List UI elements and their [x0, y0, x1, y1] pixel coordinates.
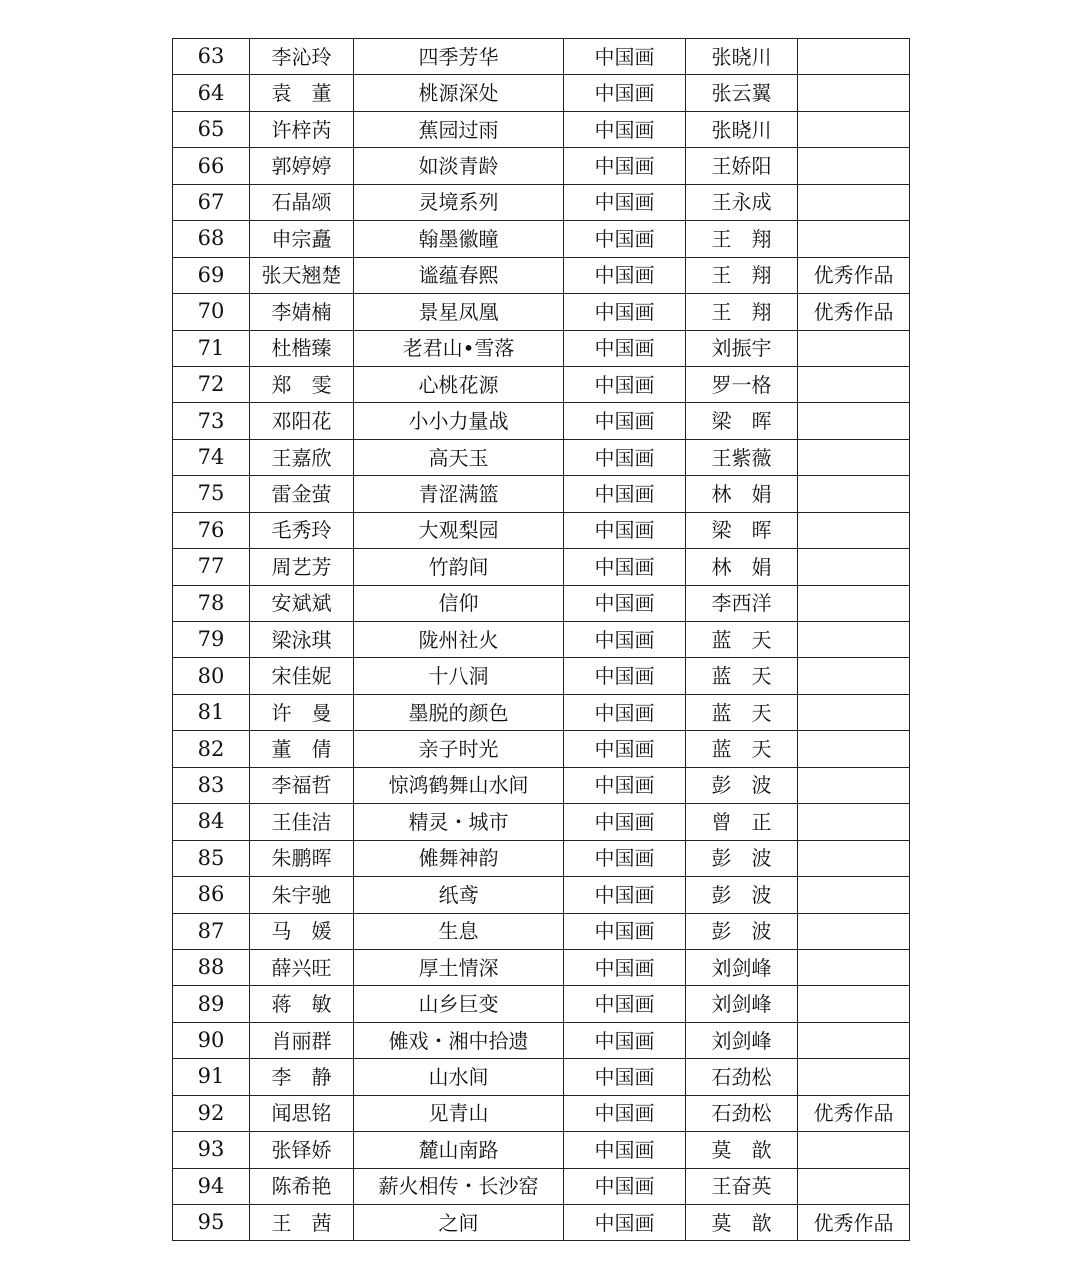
- award-cell: [798, 658, 910, 694]
- advisor-name-cell: 蓝 天: [686, 694, 798, 730]
- artwork-title-cell: 青涩满篮: [354, 476, 564, 512]
- category-cell: 中国画: [564, 148, 686, 184]
- advisor-name-cell: 张晓川: [686, 111, 798, 147]
- category-cell: 中国画: [564, 986, 686, 1022]
- advisor-name-cell: 蓝 天: [686, 658, 798, 694]
- table-row: [173, 877, 910, 913]
- category-cell: 中国画: [564, 549, 686, 585]
- artwork-title-cell: 见青山: [354, 1095, 564, 1131]
- artist-name-cell: 陈希艳: [250, 1168, 354, 1204]
- artwork-title-cell: 十八洞: [354, 658, 564, 694]
- table-row: [173, 1022, 910, 1058]
- category-cell: 中国画: [564, 1205, 686, 1241]
- table-row: [173, 1132, 910, 1168]
- artist-name-cell: 薛兴旺: [250, 949, 354, 985]
- artwork-title-cell: 生息: [354, 913, 564, 949]
- artist-name-cell: 许 曼: [250, 694, 354, 730]
- row-number-cell: 71: [173, 330, 250, 366]
- table-row: [173, 622, 910, 658]
- table-row: [173, 184, 910, 220]
- award-cell: 优秀作品: [798, 1205, 910, 1241]
- advisor-name-cell: 林 娟: [686, 476, 798, 512]
- artwork-title-cell: 精灵・城市: [354, 804, 564, 840]
- row-number-cell: 82: [173, 731, 250, 767]
- artwork-title-cell: 之间: [354, 1205, 564, 1241]
- award-cell: [798, 221, 910, 257]
- artwork-title-cell: 心桃花源: [354, 366, 564, 402]
- award-cell: [798, 366, 910, 402]
- table-row: [173, 439, 910, 475]
- advisor-name-cell: 蓝 天: [686, 731, 798, 767]
- artwork-title-cell: 竹韵间: [354, 549, 564, 585]
- artwork-title-cell: 麓山南路: [354, 1132, 564, 1168]
- artist-name-cell: 李福哲: [250, 767, 354, 803]
- artwork-title-cell: 如淡青龄: [354, 148, 564, 184]
- row-number-cell: 75: [173, 476, 250, 512]
- artist-name-cell: 朱鹏晖: [250, 840, 354, 876]
- artist-name-cell: 蒋 敏: [250, 986, 354, 1022]
- artist-name-cell: 张铎娇: [250, 1132, 354, 1168]
- award-cell: [798, 512, 910, 548]
- category-cell: 中国画: [564, 1168, 686, 1204]
- advisor-name-cell: 张晓川: [686, 39, 798, 75]
- category-cell: 中国画: [564, 949, 686, 985]
- row-number-cell: 89: [173, 986, 250, 1022]
- row-number-cell: 77: [173, 549, 250, 585]
- artwork-title-cell: 大观梨园: [354, 512, 564, 548]
- artwork-title-cell: 翰墨徽瞳: [354, 221, 564, 257]
- award-cell: [798, 184, 910, 220]
- category-cell: 中国画: [564, 184, 686, 220]
- table-row: [173, 512, 910, 548]
- artwork-title-cell: 纸鸢: [354, 877, 564, 913]
- artist-name-cell: 许梓芮: [250, 111, 354, 147]
- table-row: [173, 111, 910, 147]
- category-cell: 中国画: [564, 731, 686, 767]
- award-cell: [798, 476, 910, 512]
- row-number-cell: 80: [173, 658, 250, 694]
- row-number-cell: 67: [173, 184, 250, 220]
- award-cell: [798, 804, 910, 840]
- category-cell: 中国画: [564, 257, 686, 293]
- row-number-cell: 90: [173, 1022, 250, 1058]
- award-cell: [798, 585, 910, 621]
- category-cell: 中国画: [564, 294, 686, 330]
- row-number-cell: 93: [173, 1132, 250, 1168]
- advisor-name-cell: 李西洋: [686, 585, 798, 621]
- row-number-cell: 68: [173, 221, 250, 257]
- category-cell: 中国画: [564, 585, 686, 621]
- table-row: [173, 39, 910, 75]
- award-cell: [798, 913, 910, 949]
- category-cell: 中国画: [564, 366, 686, 402]
- table-row: [173, 330, 910, 366]
- artwork-title-cell: 山水间: [354, 1059, 564, 1095]
- table-row: [173, 804, 910, 840]
- row-number-cell: 87: [173, 913, 250, 949]
- advisor-name-cell: 张云翼: [686, 75, 798, 111]
- artwork-title-cell: 高天玉: [354, 439, 564, 475]
- category-cell: 中国画: [564, 1095, 686, 1131]
- row-number-cell: 73: [173, 403, 250, 439]
- row-number-cell: 66: [173, 148, 250, 184]
- category-cell: 中国画: [564, 658, 686, 694]
- advisor-name-cell: 彭 波: [686, 877, 798, 913]
- category-cell: 中国画: [564, 694, 686, 730]
- award-cell: [798, 1059, 910, 1095]
- row-number-cell: 63: [173, 39, 250, 75]
- advisor-name-cell: 梁 晖: [686, 403, 798, 439]
- row-number-cell: 81: [173, 694, 250, 730]
- advisor-name-cell: 林 娟: [686, 549, 798, 585]
- award-cell: [798, 622, 910, 658]
- artwork-title-cell: 谧蕴春熙: [354, 257, 564, 293]
- award-cell: [798, 111, 910, 147]
- artist-name-cell: 申宗矗: [250, 221, 354, 257]
- artwork-title-cell: 傩舞神韵: [354, 840, 564, 876]
- artist-name-cell: 董 倩: [250, 731, 354, 767]
- artwork-title-cell: 灵境系列: [354, 184, 564, 220]
- artist-name-cell: 朱宇驰: [250, 877, 354, 913]
- artist-name-cell: 王 茜: [250, 1205, 354, 1241]
- category-cell: 中国画: [564, 877, 686, 913]
- category-cell: 中国画: [564, 75, 686, 111]
- category-cell: 中国画: [564, 403, 686, 439]
- award-cell: [798, 330, 910, 366]
- table-row: [173, 1059, 910, 1095]
- category-cell: 中国画: [564, 111, 686, 147]
- advisor-name-cell: 刘剑峰: [686, 949, 798, 985]
- table-row: [173, 476, 910, 512]
- advisor-name-cell: 王 翔: [686, 221, 798, 257]
- artist-name-cell: 郭婷婷: [250, 148, 354, 184]
- artwork-title-cell: 薪火相传・长沙窑: [354, 1168, 564, 1204]
- advisor-name-cell: 梁 晖: [686, 512, 798, 548]
- award-cell: [798, 949, 910, 985]
- artwork-title-cell: 景星凤凰: [354, 294, 564, 330]
- award-cell: 优秀作品: [798, 257, 910, 293]
- table-row: [173, 257, 910, 293]
- artist-name-cell: 李 静: [250, 1059, 354, 1095]
- category-cell: 中国画: [564, 840, 686, 876]
- artist-name-cell: 王嘉欣: [250, 439, 354, 475]
- artwork-title-cell: 陇州社火: [354, 622, 564, 658]
- artist-name-cell: 袁 董: [250, 75, 354, 111]
- advisor-name-cell: 王娇阳: [686, 148, 798, 184]
- award-cell: [798, 840, 910, 876]
- award-cell: [798, 767, 910, 803]
- award-cell: 优秀作品: [798, 1095, 910, 1131]
- category-cell: 中国画: [564, 622, 686, 658]
- advisor-name-cell: 彭 波: [686, 840, 798, 876]
- artist-name-cell: 郑 雯: [250, 366, 354, 402]
- category-cell: 中国画: [564, 767, 686, 803]
- row-number-cell: 84: [173, 804, 250, 840]
- award-cell: [798, 549, 910, 585]
- advisor-name-cell: 石劲松: [686, 1095, 798, 1131]
- artwork-title-cell: 傩戏・湘中拾遗: [354, 1022, 564, 1058]
- advisor-name-cell: 莫 歆: [686, 1205, 798, 1241]
- table-row: [173, 767, 910, 803]
- artist-name-cell: 梁泳琪: [250, 622, 354, 658]
- table-row: [173, 549, 910, 585]
- table-row: [173, 1095, 910, 1131]
- artwork-title-cell: 小小力量战: [354, 403, 564, 439]
- row-number-cell: 72: [173, 366, 250, 402]
- advisor-name-cell: 蓝 天: [686, 622, 798, 658]
- award-cell: 优秀作品: [798, 294, 910, 330]
- category-cell: 中国画: [564, 1022, 686, 1058]
- row-number-cell: 65: [173, 111, 250, 147]
- artwork-title-cell: 四季芳华: [354, 39, 564, 75]
- table-row: [173, 694, 910, 730]
- table-row: [173, 949, 910, 985]
- table-row: [173, 986, 910, 1022]
- artist-name-cell: 肖丽群: [250, 1022, 354, 1058]
- artwork-list-table: [172, 38, 910, 1241]
- artist-name-cell: 张天翘楚: [250, 257, 354, 293]
- artwork-title-cell: 蕉园过雨: [354, 111, 564, 147]
- award-cell: [798, 403, 910, 439]
- artist-name-cell: 宋佳妮: [250, 658, 354, 694]
- artwork-title-cell: 惊鸿鹤舞山水间: [354, 767, 564, 803]
- advisor-name-cell: 王 翔: [686, 294, 798, 330]
- artist-name-cell: 杜楷臻: [250, 330, 354, 366]
- category-cell: 中国画: [564, 804, 686, 840]
- artist-name-cell: 李沁玲: [250, 39, 354, 75]
- table-row: [173, 1205, 910, 1241]
- award-cell: [798, 877, 910, 913]
- award-cell: [798, 1022, 910, 1058]
- advisor-name-cell: 刘剑峰: [686, 986, 798, 1022]
- award-cell: [798, 986, 910, 1022]
- category-cell: 中国画: [564, 330, 686, 366]
- row-number-cell: 78: [173, 585, 250, 621]
- artwork-title-cell: 亲子时光: [354, 731, 564, 767]
- table-row: [173, 1168, 910, 1204]
- award-cell: [798, 39, 910, 75]
- artist-name-cell: 安斌斌: [250, 585, 354, 621]
- artwork-title-cell: 厚土情深: [354, 949, 564, 985]
- table-row: [173, 75, 910, 111]
- artwork-title-cell: 山乡巨变: [354, 986, 564, 1022]
- artist-name-cell: 雷金萤: [250, 476, 354, 512]
- artwork-title-cell: 墨脱的颜色: [354, 694, 564, 730]
- table-row: [173, 221, 910, 257]
- row-number-cell: 85: [173, 840, 250, 876]
- artwork-title-cell: 信仰: [354, 585, 564, 621]
- row-number-cell: 88: [173, 949, 250, 985]
- award-cell: [798, 1168, 910, 1204]
- award-cell: [798, 694, 910, 730]
- table-row: [173, 840, 910, 876]
- table-row: [173, 658, 910, 694]
- artist-name-cell: 石晶颂: [250, 184, 354, 220]
- advisor-name-cell: 彭 波: [686, 913, 798, 949]
- artwork-title-cell: 老君山•雪落: [354, 330, 564, 366]
- table-row: [173, 913, 910, 949]
- award-cell: [798, 439, 910, 475]
- row-number-cell: 79: [173, 622, 250, 658]
- row-number-cell: 95: [173, 1205, 250, 1241]
- category-cell: 中国画: [564, 913, 686, 949]
- award-cell: [798, 148, 910, 184]
- artist-name-cell: 王佳洁: [250, 804, 354, 840]
- category-cell: 中国画: [564, 1132, 686, 1168]
- row-number-cell: 92: [173, 1095, 250, 1131]
- advisor-name-cell: 莫 歆: [686, 1132, 798, 1168]
- category-cell: 中国画: [564, 1059, 686, 1095]
- row-number-cell: 94: [173, 1168, 250, 1204]
- advisor-name-cell: 石劲松: [686, 1059, 798, 1095]
- category-cell: 中国画: [564, 39, 686, 75]
- table-row: [173, 403, 910, 439]
- row-number-cell: 69: [173, 257, 250, 293]
- advisor-name-cell: 王永成: [686, 184, 798, 220]
- table-row: [173, 148, 910, 184]
- table-row: [173, 366, 910, 402]
- row-number-cell: 91: [173, 1059, 250, 1095]
- table-row: [173, 294, 910, 330]
- artist-name-cell: 闻思铭: [250, 1095, 354, 1131]
- advisor-name-cell: 曾 正: [686, 804, 798, 840]
- row-number-cell: 76: [173, 512, 250, 548]
- advisor-name-cell: 王奋英: [686, 1168, 798, 1204]
- row-number-cell: 83: [173, 767, 250, 803]
- artwork-title-cell: 桃源深处: [354, 75, 564, 111]
- row-number-cell: 70: [173, 294, 250, 330]
- award-cell: [798, 75, 910, 111]
- artist-name-cell: 毛秀玲: [250, 512, 354, 548]
- artist-name-cell: 李婧楠: [250, 294, 354, 330]
- award-cell: [798, 1132, 910, 1168]
- category-cell: 中国画: [564, 476, 686, 512]
- table-row: [173, 585, 910, 621]
- artist-name-cell: 马 媛: [250, 913, 354, 949]
- artist-name-cell: 邓阳花: [250, 403, 354, 439]
- table-row: [173, 731, 910, 767]
- advisor-name-cell: 刘剑峰: [686, 1022, 798, 1058]
- advisor-name-cell: 彭 波: [686, 767, 798, 803]
- category-cell: 中国画: [564, 512, 686, 548]
- advisor-name-cell: 王 翔: [686, 257, 798, 293]
- category-cell: 中国画: [564, 439, 686, 475]
- row-number-cell: 74: [173, 439, 250, 475]
- category-cell: 中国画: [564, 221, 686, 257]
- advisor-name-cell: 王紫薇: [686, 439, 798, 475]
- row-number-cell: 86: [173, 877, 250, 913]
- advisor-name-cell: 罗一格: [686, 366, 798, 402]
- artist-name-cell: 周艺芳: [250, 549, 354, 585]
- advisor-name-cell: 刘振宇: [686, 330, 798, 366]
- row-number-cell: 64: [173, 75, 250, 111]
- award-cell: [798, 731, 910, 767]
- table-body: [173, 39, 910, 1241]
